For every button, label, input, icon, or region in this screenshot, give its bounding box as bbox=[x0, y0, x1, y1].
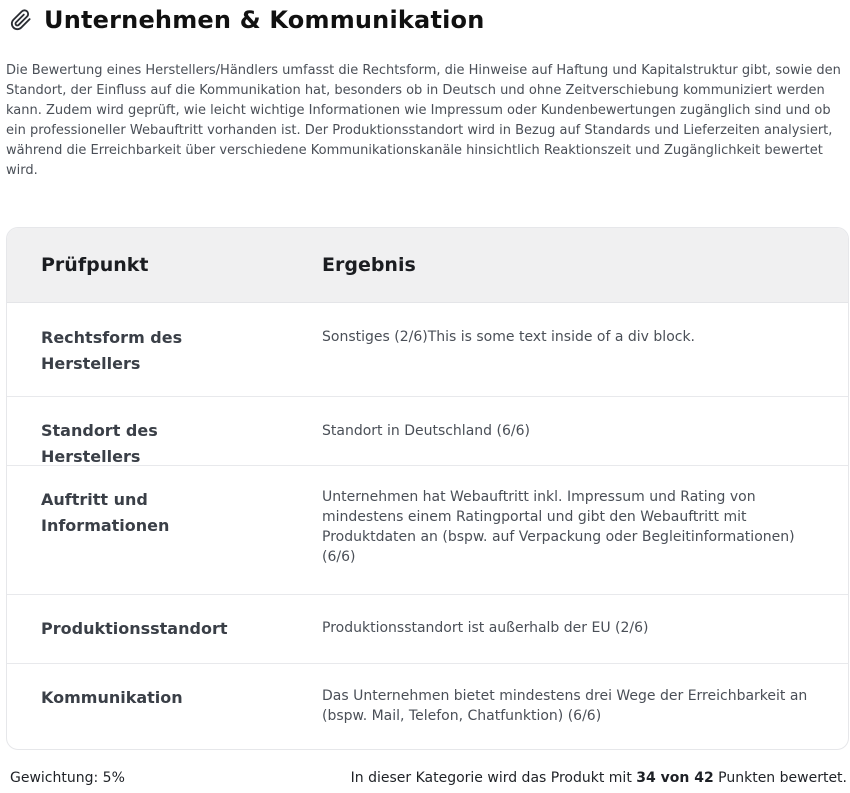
table-header bbox=[7, 228, 848, 303]
column-header-pruefpunkt: Prüfpunkt bbox=[41, 254, 149, 276]
table-row bbox=[7, 303, 848, 397]
paperclip-icon bbox=[8, 7, 34, 33]
intro-text: Die Bewertung eines Herstellers/Händlers umfasst die Rechtsform, die Hinweise auf Haftung und Kapitalstruktur gibt, sowie den Standort, der Einfluss auf die Kommunikation hat, besonders ob in Deutsch und ohne Zeitverschiebung kommuniziert werden kann. Zudem wird geprüft, wie leicht wichtige Informationen wie Impressum oder Kundenbewertungen zugänglich sind und ob ein professioneller Webauftritt vorhanden ist. Der Produktionsstandort wird in Bezug auf Standards und Lieferzeiten analysiert, während die Erreichbarkeit über verschiedene Kommunikationskanäle hinsichtlich Reaktionszeit und Zugänglichkeit bewertet wird. bbox=[6, 63, 841, 178]
row-value: Standort in Deutschland (6/6) bbox=[322, 423, 530, 439]
row-label: Rechtsform des Herstellers bbox=[41, 328, 183, 373]
score-summary-prefix: In dieser Kategorie wird das Produkt mit bbox=[350, 770, 637, 786]
row-label: Produktionsstandort bbox=[41, 619, 228, 638]
page-title: Unternehmen & Kommunikation bbox=[44, 6, 485, 34]
row-label: Standort des Herstellers bbox=[41, 421, 158, 466]
row-value: Unternehmen hat Webauftritt inkl. Impressum und Rating von mindestens einem Ratingportal und gibt den Webauftritt mit Produktdaten an (bspw. auf Verpackung oder Begleitinformationen) (6/6) bbox=[322, 489, 795, 565]
column-header-ergebnis: Ergebnis bbox=[322, 254, 416, 276]
results-table bbox=[6, 227, 849, 750]
score-value: 34 von 42 bbox=[636, 770, 714, 786]
row-value: Das Unternehmen bietet mindestens drei Wege der Erreichbarkeit an (bspw. Mail, Telefon, Chatfunktion) (6/6) bbox=[322, 688, 808, 724]
score-summary bbox=[351, 770, 847, 786]
table-row bbox=[7, 466, 848, 595]
row-label: Kommunikation bbox=[41, 688, 183, 707]
table-row bbox=[7, 664, 848, 750]
row-label: Auftritt und Informationen bbox=[41, 490, 170, 535]
weight-label: Gewichtung: 5% bbox=[10, 770, 125, 786]
table-row bbox=[7, 595, 848, 664]
row-value: Sonstiges (2/6)This is some text inside of a div block. bbox=[322, 329, 696, 345]
score-summary-suffix: Punkten bewertet. bbox=[713, 770, 847, 786]
row-value: Produktionsstandort ist außerhalb der EU (2/6) bbox=[322, 620, 649, 636]
section-header bbox=[8, 6, 485, 34]
table-row bbox=[7, 397, 848, 466]
